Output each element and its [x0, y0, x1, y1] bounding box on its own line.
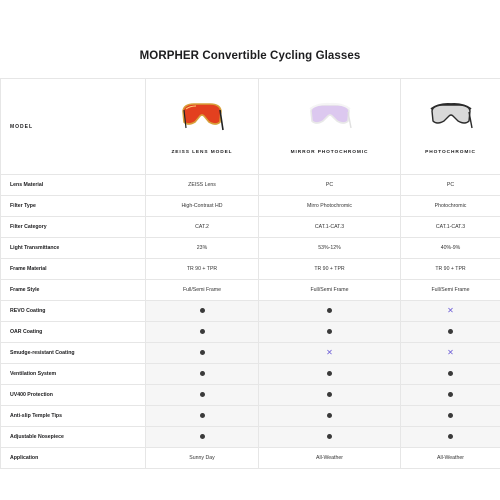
table-row [1, 448, 500, 469]
filled-dot-icon [327, 371, 332, 376]
table-cell [146, 343, 259, 364]
row-label: Adjustable Nosepiece [1, 427, 146, 448]
table-cell [146, 364, 259, 385]
table-row [1, 238, 500, 259]
table-cell: 53%-12% [259, 238, 401, 259]
table-cell: TR 90 + TPR [146, 259, 259, 280]
cross-icon: ✕ [326, 348, 333, 357]
row-label: REVO Coating [1, 301, 146, 322]
filled-dot-icon [448, 392, 453, 397]
table-cell [401, 364, 500, 385]
table-row [1, 301, 500, 322]
table-cell: 23% [146, 238, 259, 259]
product-column-photochromic [401, 79, 500, 175]
table-row [1, 217, 500, 238]
row-label: Ventilation System [1, 364, 146, 385]
row-label: Lens Material [1, 175, 146, 196]
table-cell: All-Weather [259, 448, 401, 469]
row-label: Smudge-resistant Coating [1, 343, 146, 364]
table-cell [146, 406, 259, 427]
table-cell [401, 322, 500, 343]
filled-dot-icon [200, 371, 205, 376]
table-cell [259, 364, 401, 385]
table-cell: Full/Semi Frame [146, 280, 259, 301]
table-cell: All-Weather [401, 448, 500, 469]
table-cell [401, 343, 500, 364]
table-cell: TR 90 + TPR [401, 259, 500, 280]
filled-dot-icon [200, 392, 205, 397]
filled-dot-icon [200, 308, 205, 313]
table-row [1, 280, 500, 301]
product-column-mirror-photochromic [259, 79, 401, 175]
table-cell [146, 427, 259, 448]
table-row [1, 406, 500, 427]
table-cell [259, 301, 401, 322]
table-cell [401, 406, 500, 427]
table-cell: Sunny Day [146, 448, 259, 469]
table-cell [259, 322, 401, 343]
table-cell: CAT.2 [146, 217, 259, 238]
table-row [1, 175, 500, 196]
filled-dot-icon [448, 434, 453, 439]
filled-dot-icon [200, 434, 205, 439]
table-cell: ZEISS Lens [146, 175, 259, 196]
cross-icon: ✕ [447, 306, 454, 315]
table-cell [146, 385, 259, 406]
row-label: Application [1, 448, 146, 469]
product-name-mirror-photochromic: MIRROR PHOTOCHROMIC [290, 150, 369, 155]
table-cell: Mirro Photochromic [259, 196, 401, 217]
filled-dot-icon [200, 350, 205, 355]
table-row [1, 385, 500, 406]
table-row [1, 196, 500, 217]
table-cell: PC [401, 175, 500, 196]
table-row [1, 259, 500, 280]
product-name-photochromic: PHOTOCHROMIC [425, 150, 476, 155]
row-label: Filter Type [1, 196, 146, 217]
filled-dot-icon [200, 329, 205, 334]
table-row [1, 343, 500, 364]
row-label: Anti-slip Temple Tips [1, 406, 146, 427]
row-label: Frame Style [1, 280, 146, 301]
glasses-image-photochromic [429, 100, 473, 134]
table-cell [259, 406, 401, 427]
table-cell [259, 427, 401, 448]
table-cell [401, 385, 500, 406]
table-cell [259, 385, 401, 406]
model-header-label: MODEL [1, 79, 146, 175]
filled-dot-icon [327, 413, 332, 418]
filled-dot-icon [327, 392, 332, 397]
filled-dot-icon [327, 434, 332, 439]
table-cell [259, 343, 401, 364]
table-header-row [1, 79, 500, 175]
filled-dot-icon [448, 371, 453, 376]
table-cell: PC [259, 175, 401, 196]
table-cell: Photochromic [401, 196, 500, 217]
table-row [1, 427, 500, 448]
table-cell: 40%-9% [401, 238, 500, 259]
row-label: OAR Coating [1, 322, 146, 343]
filled-dot-icon [327, 329, 332, 334]
filled-dot-icon [200, 413, 205, 418]
table-cell: Full/Semi Frame [259, 280, 401, 301]
comparison-table [0, 78, 500, 469]
filled-dot-icon [448, 329, 453, 334]
row-label: UV400 Protection [1, 385, 146, 406]
table-cell [146, 301, 259, 322]
row-label: Filter Category [1, 217, 146, 238]
table-row [1, 322, 500, 343]
row-label: Light Transmittance [1, 238, 146, 259]
table-cell [146, 322, 259, 343]
filled-dot-icon [327, 308, 332, 313]
table-cell: High-Contrast HD [146, 196, 259, 217]
table-cell: CAT.1-CAT.3 [401, 217, 500, 238]
table-cell: Full/Semi Frame [401, 280, 500, 301]
table-cell: CAT.1-CAT.3 [259, 217, 401, 238]
product-column-zeiss [146, 79, 259, 175]
row-label: Frame Material [1, 259, 146, 280]
filled-dot-icon [448, 413, 453, 418]
table-cell: TR 90 + TPR [259, 259, 401, 280]
table-cell [401, 427, 500, 448]
product-name-zeiss: ZEISS LENS MODEL [171, 150, 233, 155]
page-title: MORPHER Convertible Cycling Glasses [139, 50, 361, 62]
glasses-image-zeiss [180, 100, 224, 134]
cross-icon: ✕ [447, 348, 454, 357]
table-row [1, 364, 500, 385]
table-cell [401, 301, 500, 322]
glasses-image-mirror-photochromic [308, 100, 352, 134]
